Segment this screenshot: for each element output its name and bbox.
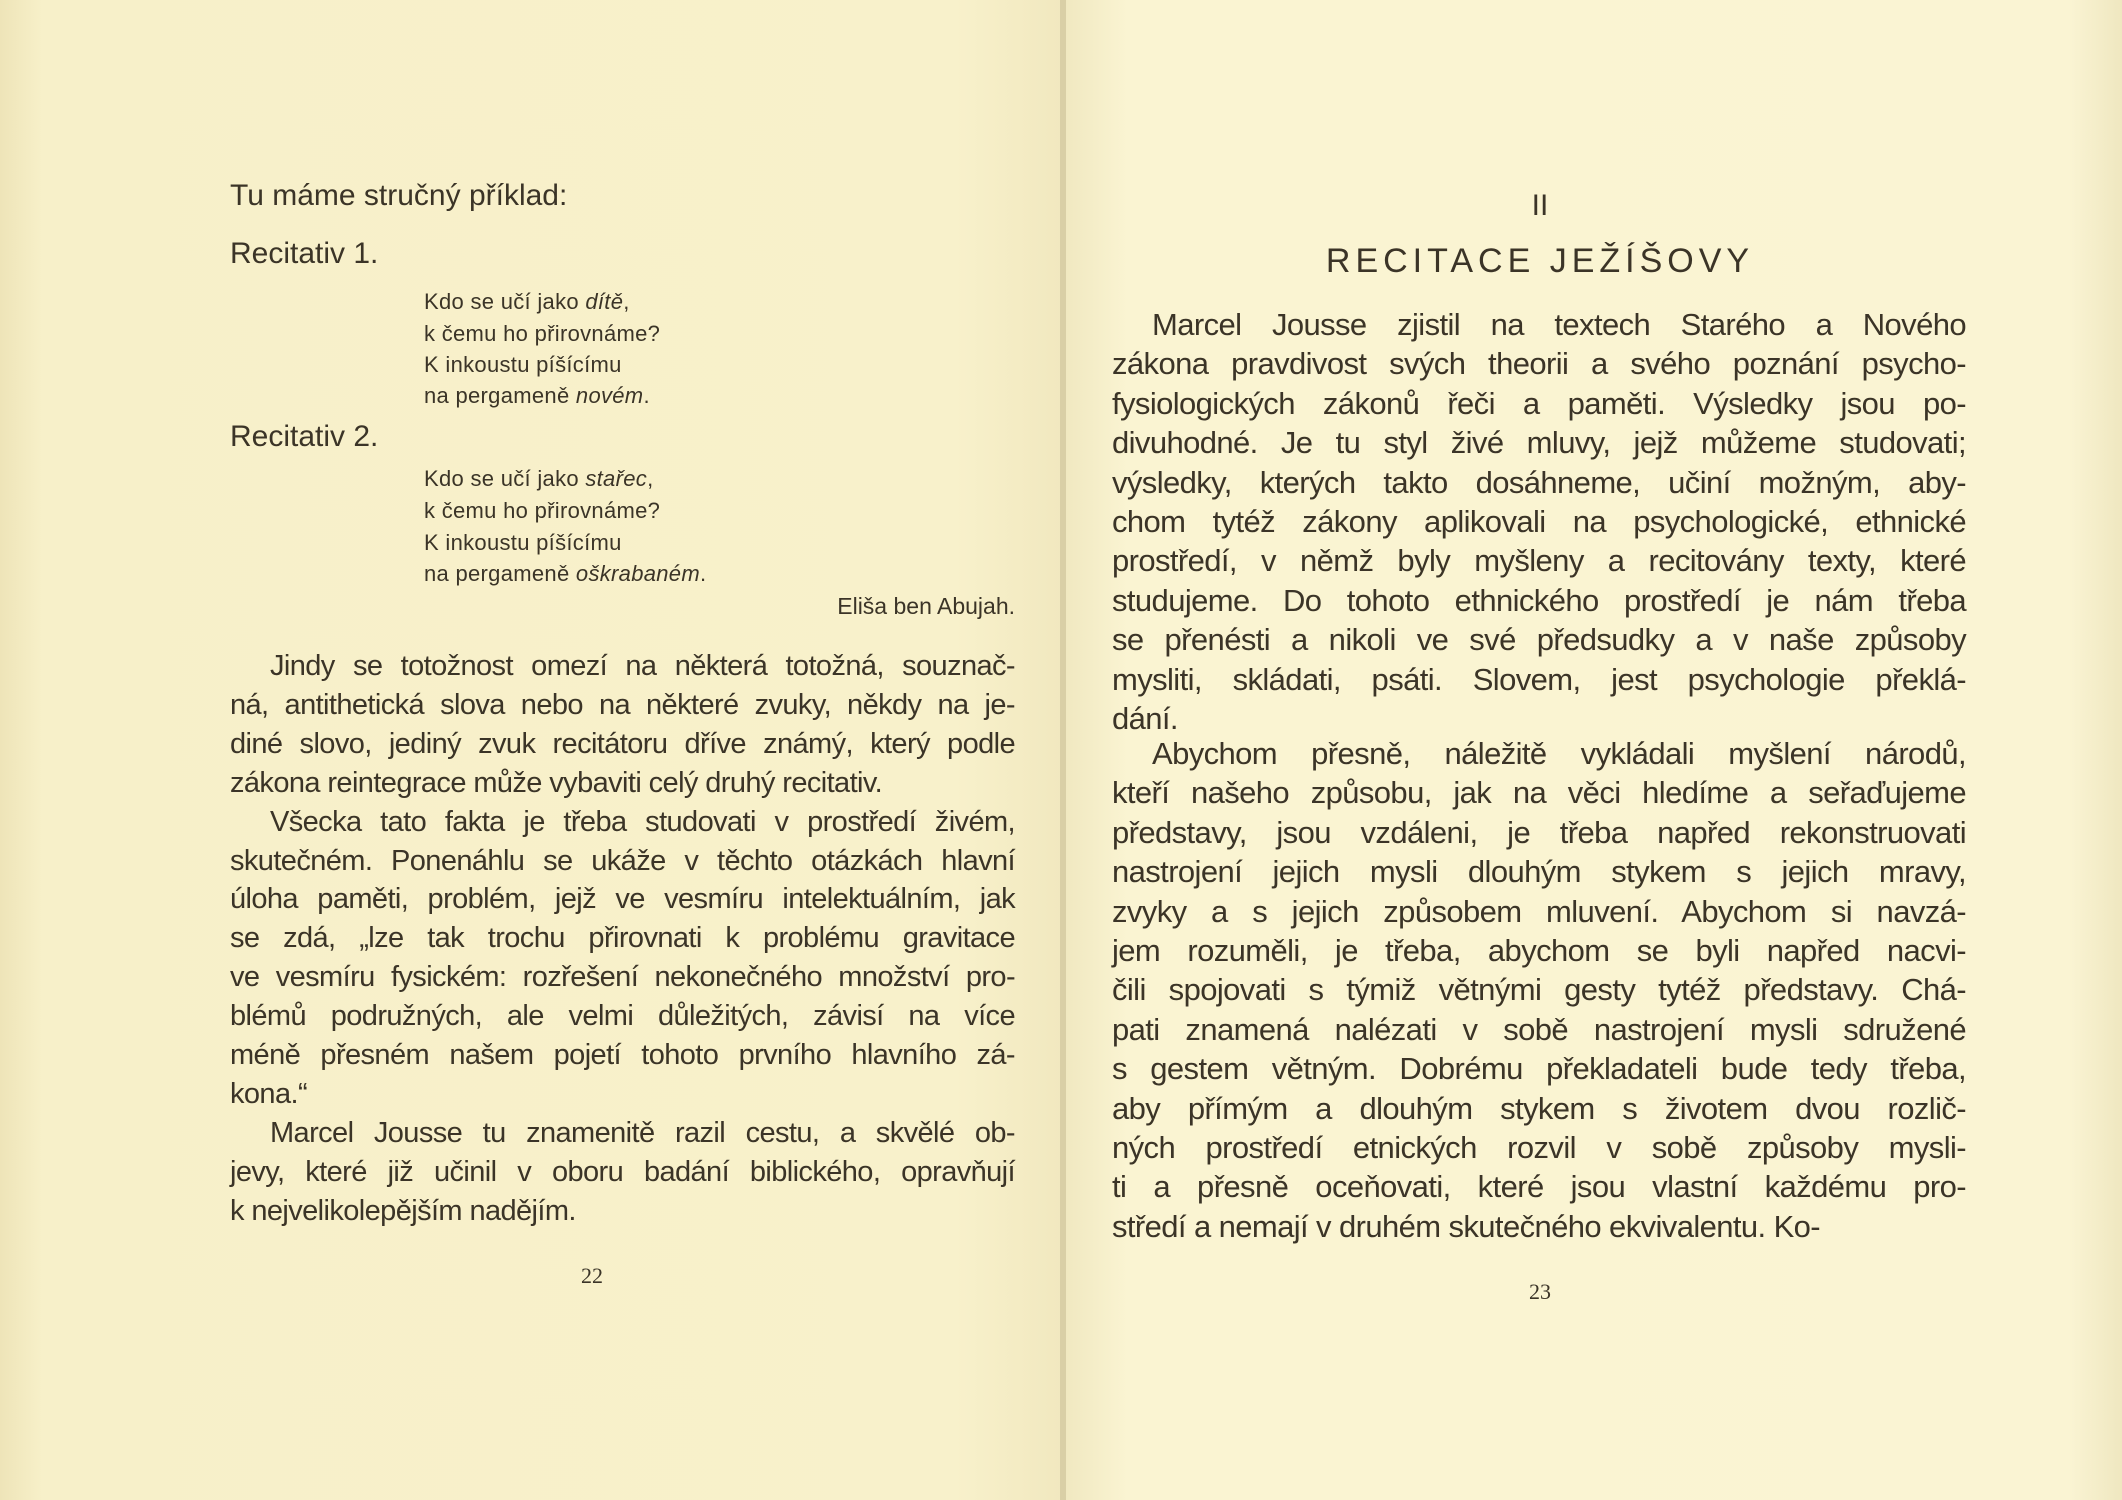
- poem-emphasis: novém: [575, 383, 644, 408]
- attribution: Eliša ben Abujah.: [837, 593, 1015, 619]
- poem-text: K inkoustu píšícímu: [424, 530, 622, 555]
- poem-emphasis: oškrabaném: [575, 561, 700, 586]
- text-line: Marcel Jousse tu znamenitě razil cestu, a skvělé ob-: [270, 1116, 1015, 1149]
- recitative-label: Recitativ 1.: [230, 237, 379, 270]
- text-line: diné slovo, jediný zvuk recitátoru dříve známý, který podle: [230, 727, 1015, 760]
- page-number-right: 23: [1529, 1279, 1551, 1304]
- chapter-title: RECITACE JEŽÍŠOVY: [1325, 242, 1755, 280]
- text-line: se přenésti a nikoli ve své předsudky a v naše způsoby: [1112, 622, 1966, 658]
- text-line: fysiologických zákonů řeči a paměti. Výsledky jsou po-: [1112, 385, 1966, 421]
- poem-emphasis: stařec: [585, 466, 648, 491]
- text-line: s gestem větným. Dobrému překladateli bude tedy třeba,: [1112, 1051, 1966, 1087]
- text-line: výsledky, kterých takto dosáhneme, učiní možným, aby-: [1112, 464, 1966, 500]
- poem-text: Kdo se učí jako: [424, 466, 586, 491]
- text-line: ti a přesně oceňovati, které jsou vlastní každému pro-: [1112, 1169, 1966, 1205]
- text-line: méně přesném našem pojetí tohoto prvního hlavního zá-: [230, 1039, 1015, 1071]
- text-line: středí a nemají v druhém skutečného ekvivalentu. Ko-: [1112, 1208, 1821, 1244]
- poem-line: [424, 318, 660, 350]
- chapter-number: II: [1531, 189, 1549, 222]
- poem-text: na pergameně: [424, 383, 576, 408]
- text-line: čili spojovati s týmiž větnými gesty tytéž představy. Chá-: [1112, 972, 1966, 1008]
- text-line: zákona reintegrace může vybaviti celý druhý recitativ.: [230, 766, 883, 799]
- text-line: jem rozuměli, je třeba, abychom se byli napřed nacvi-: [1112, 933, 1966, 968]
- text-line: Jindy se totožnost omezí na některá totožná, souznač-: [270, 650, 1015, 682]
- poem-line: [424, 349, 622, 381]
- poem-text: Kdo se učí jako: [424, 289, 586, 314]
- text-line: kona.“: [230, 1077, 307, 1110]
- poem-text: na pergameně: [424, 561, 576, 586]
- poem-text: k čemu ho přirovnáme?: [424, 321, 661, 346]
- text-line: divuhodné. Je tu styl živé mluvy, jejž můžeme studovati;: [1112, 425, 1966, 461]
- poem-line: [424, 463, 653, 495]
- text-line: Abychom přesně, náležitě vykládali myšlení národů,: [1152, 736, 1966, 771]
- text-line: ných prostředí etnických rozvil v sobě způsoby mysli-: [1112, 1130, 1966, 1165]
- recitative-label: Recitativ 2.: [230, 420, 379, 453]
- text-line: Všecka tato fakta je třeba studovati v prostředí živém,: [270, 805, 1015, 838]
- intro-line: Tu máme stručný příklad:: [230, 179, 568, 212]
- text-line: ve vesmíru fysickém: rozřešení nekonečného množství pro-: [230, 961, 1015, 994]
- page-number-left: 22: [581, 1263, 603, 1288]
- text-line: představy, jsou vzdáleni, je třeba napřed rekonstruovati: [1112, 814, 1966, 850]
- poem-punctuation: ,: [647, 466, 654, 491]
- text-line: aby přímým a dlouhým stykem s životem dvou rozlič-: [1112, 1090, 1966, 1126]
- text-line: blémů podružných, ale velmi důležitých, závisí na více: [230, 1000, 1015, 1033]
- text-line: pati znamená nalézati v sobě nastrojení mysli sdružené: [1112, 1011, 1966, 1047]
- poem-line: [424, 286, 630, 318]
- text-line: Marcel Jousse zjistil na textech Starého a Nového: [1152, 307, 1966, 342]
- poem-punctuation: ,: [623, 289, 630, 314]
- text-line: chom tytéž zákony aplikovali na psychologické, ethnické: [1112, 504, 1966, 539]
- text-line: skutečném. Ponenáhlu se ukáže v těchto otázkách hlavní: [230, 844, 1015, 877]
- text-line: nastrojení jejich mysli dlouhým stykem s jejich mravy,: [1112, 854, 1966, 890]
- text-line: kteří našeho způsobu, jak na věci hledíme a seřaďujeme: [1112, 775, 1966, 811]
- poem-line: [424, 495, 660, 527]
- text-line: ná, antithetická slova nebo na některé zvuky, někdy na je-: [230, 688, 1015, 721]
- text-line: jevy, které již učinil v oboru badání biblického, opravňují: [230, 1155, 1015, 1188]
- text-line: zvyky a s jejich způsobem mluvení. Abychom si navzá-: [1112, 893, 1966, 929]
- text-line: úloha paměti, problém, jejž ve vesmíru intelektuálním, jak: [230, 883, 1015, 916]
- book-gutter: [1060, 0, 1066, 1500]
- text-line: prostředí, v němž byly myšleny a recitovány texty, které: [1112, 543, 1966, 579]
- poem-punctuation: .: [643, 383, 650, 408]
- text-line: k nejvelikolepějším nadějím.: [230, 1194, 576, 1227]
- text-line: mysliti, skládati, psáti. Slovem, jest psychologie překlá-: [1112, 661, 1966, 697]
- text-line: zákona pravdivost svých theorii a svého poznání psycho-: [1112, 346, 1966, 382]
- poem-line: [424, 558, 706, 590]
- text-line: dání.: [1112, 701, 1178, 736]
- poem-text: K inkoustu píšícímu: [424, 352, 622, 377]
- text-line: se zdá, „lze tak trochu přirovnati k problému gravitace: [230, 922, 1015, 955]
- poem-text: k čemu ho přirovnáme?: [424, 498, 661, 523]
- poem-line: [424, 527, 622, 559]
- poem-line: [424, 380, 650, 412]
- poem-emphasis: dítě: [585, 289, 624, 314]
- text-line: studujeme. Do tohoto ethnického prostředí je nám třeba: [1112, 582, 1966, 618]
- poem-punctuation: .: [699, 561, 707, 586]
